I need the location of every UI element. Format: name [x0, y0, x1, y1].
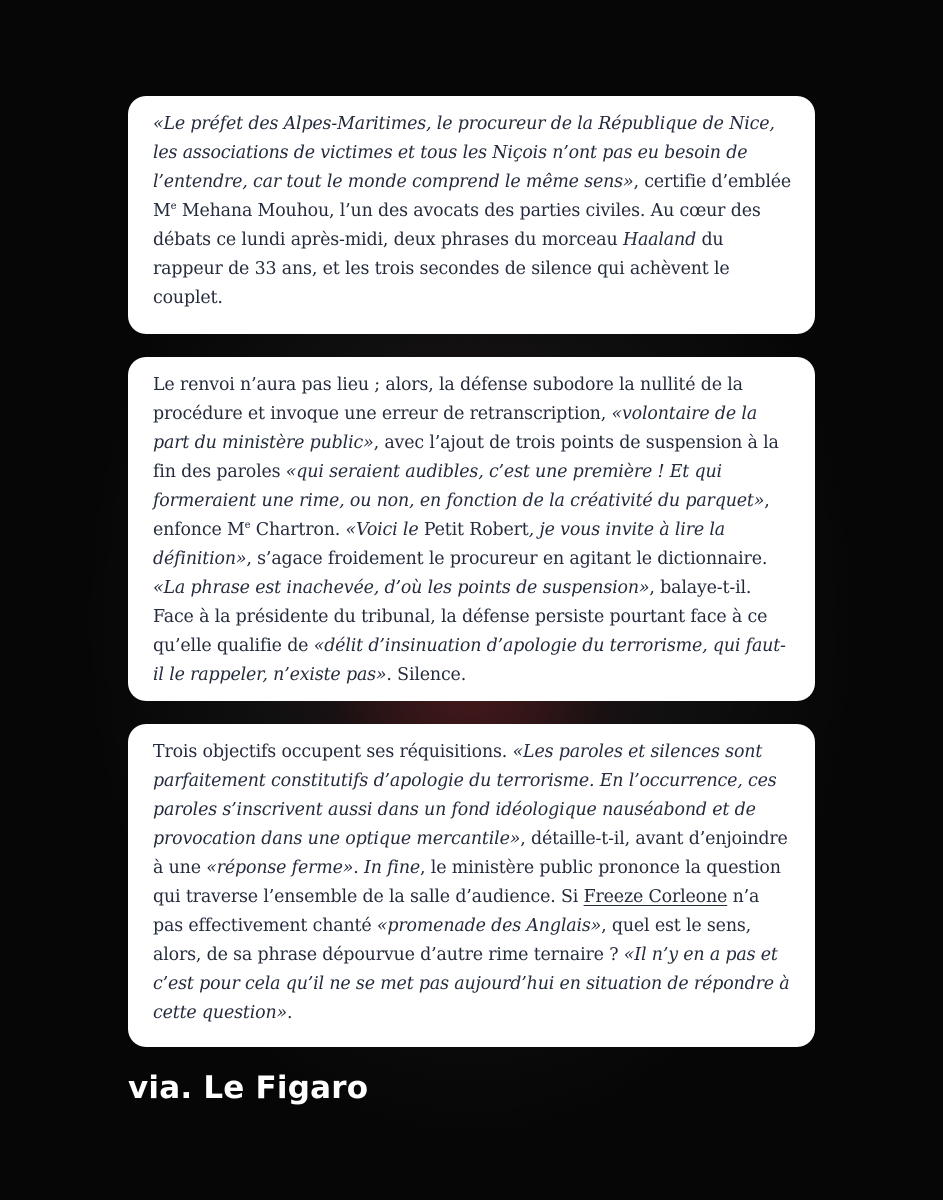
honorific-superscript: e [244, 520, 251, 531]
quote-text: , certifie d’emblée M [153, 172, 792, 221]
quote-text: . [353, 858, 364, 878]
quote-text-italic: «Le préfet des Alpes-Maritimes, le procureur de la République de Nice, les associations de victimes et tous les Niçois n’ont pas eu besoin de l’entendre, car tout le monde comprend le même sens» [153, 114, 775, 192]
freeze-corleone-link[interactable]: Freeze Corleone [583, 887, 728, 907]
quote-card-3 [128, 724, 815, 1047]
quote-text: , s’agace froidement le procureur en agitant le dictionnaire. [246, 549, 768, 569]
quote-card-3-text [153, 738, 793, 1028]
quote-text-italic: «promenade des Anglais» [376, 916, 602, 936]
song-title-haaland: Haaland [622, 230, 697, 250]
quote-text-italic: «réponse ferme» [206, 858, 354, 878]
quote-card-2-text [153, 371, 793, 690]
quote-text-italic: «volontaire de la part du ministère public» [153, 404, 758, 453]
quote-card-1 [128, 96, 815, 334]
quote-card-2 [128, 357, 815, 701]
quote-text: n’a pas effectivement chanté [153, 887, 760, 936]
quote-text: , détaille-t-il, avant d’enjoindre à une [153, 829, 788, 878]
source-credit: via. Le Figaro [128, 1070, 369, 1106]
quote-text: Le renvoi n’aura pas lieu ; alors, la défense subodore la nullité de la procédure et invoque une erreur de retranscription, [153, 375, 743, 424]
quote-text-italic: «Les paroles et silences sont parfaitement constitutifs d’apologie du terrorisme. En l’occurrence, ces paroles s’inscrivent aussi dans un fond idéologique nauséabond et de provocation dans une optique mercantile» [153, 742, 777, 849]
quote-text-italic: «qui seraient audibles, c’est une première ! Et qui formeraient une rime, ou non, en fonction de la créativité du parquet» [153, 462, 765, 511]
quote-text: , quel est le sens, alors, de sa phrase dépourvue d’autre rime ternaire ? [153, 916, 752, 965]
quote-card-1-text [153, 110, 793, 313]
quote-text-italic: , je vous invite à lire la définition» [153, 520, 726, 569]
quote-text: . Silence. [386, 665, 467, 685]
quote-text: , balaye-t-il. Face à la présidente du tribunal, la défense persiste pourtant face à ce qu’elle qualifie de [153, 578, 768, 656]
quote-text: , enfonce M [153, 491, 770, 540]
quote-text-italic: «La phrase est inachevée, d’où les points de suspension» [153, 578, 650, 598]
quote-text: Trois objectifs occupent ses réquisitions. [153, 742, 513, 762]
quote-text: Chartron. [250, 520, 346, 540]
quote-text-italic: «délit d’insinuation d’apologie du terrorisme, qui faut-il le rappeler, n’existe pas» [153, 636, 786, 685]
quote-text: , avec l’ajout de trois points de suspension à la fin des paroles [153, 433, 779, 482]
quote-text: . [287, 1003, 293, 1023]
quote-text-italic: «Il n’y en a pas et c’est pour cela qu’il ne se met pas aujourd’hui en situation de répondre à cette question» [153, 945, 790, 1023]
dictionary-title: Petit Robert [423, 520, 529, 540]
quote-text: , le ministère public prononce la question qui traverse l’ensemble de la salle d’audience. Si [153, 858, 781, 907]
quote-text-italic: In fine [364, 858, 421, 878]
quote-text: du rappeur de 33 ans, et les trois secondes de silence qui achèvent le couplet. [153, 230, 730, 308]
honorific-superscript: e [170, 201, 177, 212]
quote-text-italic: «Voici le [345, 520, 424, 540]
quote-text: Mehana Mouhou, l’un des avocats des parties civiles. Au cœur des débats ce lundi après-midi, deux phrases du morceau [153, 201, 761, 250]
